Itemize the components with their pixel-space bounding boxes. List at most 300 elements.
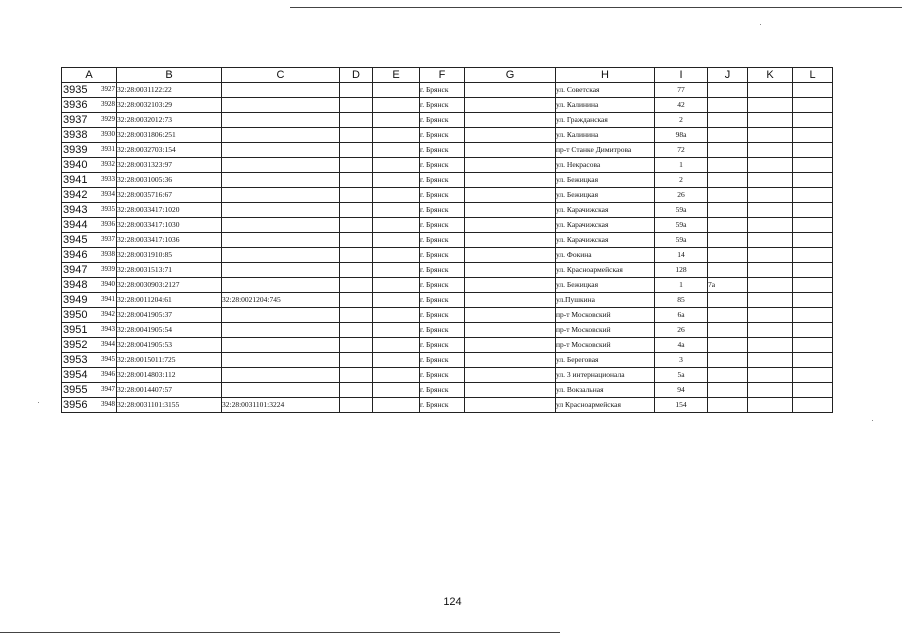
cadastral-number-cell[interactable]: 32:28:0032012:73 [117, 113, 222, 128]
building-cell[interactable] [708, 158, 748, 173]
cell-e[interactable] [373, 308, 420, 323]
street-cell[interactable]: ул. Фокина [556, 248, 655, 263]
cell-k[interactable] [748, 398, 793, 413]
house-number-cell[interactable]: 26 [655, 323, 708, 338]
cell-g[interactable] [465, 248, 556, 263]
row-number-cell[interactable] [62, 353, 117, 368]
cell-e[interactable] [373, 398, 420, 413]
cell-l[interactable] [793, 278, 833, 293]
street-cell[interactable]: ул. Бежицкая [556, 188, 655, 203]
cell-e[interactable] [373, 278, 420, 293]
cell-e[interactable] [373, 323, 420, 338]
cell-k[interactable] [748, 278, 793, 293]
cell-e[interactable] [373, 128, 420, 143]
row-number: 3952 [63, 339, 88, 351]
column-header-c[interactable]: C [222, 68, 340, 83]
cell-d[interactable] [340, 233, 373, 248]
street-cell[interactable]: пр-т Станке Димитрова [556, 143, 655, 158]
building-cell[interactable] [708, 98, 748, 113]
record-number: 3935 [101, 205, 115, 213]
cell-l[interactable] [793, 263, 833, 278]
building-cell[interactable] [708, 323, 748, 338]
cell-d[interactable] [340, 263, 373, 278]
cadastral-number-cell[interactable]: 32:28:0015011:725 [117, 353, 222, 368]
cell-e[interactable] [373, 248, 420, 263]
column-header-h[interactable]: H [556, 68, 655, 83]
street-cell[interactable]: ул. Береговая [556, 353, 655, 368]
second-cadastral-number-cell[interactable] [222, 338, 340, 353]
cell-l[interactable] [793, 128, 833, 143]
cell-g[interactable] [465, 308, 556, 323]
row-number-cell[interactable] [62, 248, 117, 263]
cell-g[interactable] [465, 293, 556, 308]
cell-l[interactable] [793, 323, 833, 338]
row-number-cell[interactable] [62, 173, 117, 188]
building-cell[interactable] [708, 353, 748, 368]
cell-k[interactable] [748, 323, 793, 338]
cell-k[interactable] [748, 218, 793, 233]
cadastral-number-cell[interactable]: 32:28:0033417:1036 [117, 233, 222, 248]
house-number-cell[interactable]: 59а [655, 233, 708, 248]
table-row [62, 233, 833, 248]
cell-g[interactable] [465, 383, 556, 398]
cadastral-number-cell[interactable]: 32:28:0033417:1030 [117, 218, 222, 233]
street-cell[interactable]: ул. Некрасова [556, 158, 655, 173]
cell-d[interactable] [340, 293, 373, 308]
cell-k[interactable] [748, 263, 793, 278]
city-cell[interactable]: г. Брянск [420, 338, 465, 353]
cell-g[interactable] [465, 323, 556, 338]
row-number-cell[interactable] [62, 113, 117, 128]
second-cadastral-number-cell[interactable] [222, 263, 340, 278]
street-cell[interactable]: ул. Красноармейская [556, 263, 655, 278]
table-row [62, 293, 833, 308]
street-cell[interactable]: ул. Бежицкая [556, 278, 655, 293]
cadastral-number-cell[interactable]: 32:28:0011204:61 [117, 293, 222, 308]
row-number-cell[interactable] [62, 188, 117, 203]
street-cell[interactable]: ул. Калинина [556, 128, 655, 143]
house-number-cell[interactable]: 59а [655, 203, 708, 218]
street-cell[interactable]: ул. Вокзальная [556, 383, 655, 398]
house-number-cell[interactable]: 128 [655, 263, 708, 278]
house-number-cell[interactable]: 98а [655, 128, 708, 143]
row-number-cell[interactable] [62, 368, 117, 383]
cell-k[interactable] [748, 293, 793, 308]
cell-l[interactable] [793, 218, 833, 233]
city-cell[interactable]: г. Брянск [420, 353, 465, 368]
street-cell[interactable]: ул. Карачижская [556, 218, 655, 233]
building-cell[interactable] [708, 83, 748, 98]
row-number-cell[interactable] [62, 83, 117, 98]
row-number-cell[interactable] [62, 218, 117, 233]
second-cadastral-number-cell[interactable] [222, 173, 340, 188]
cadastral-number-cell[interactable]: 32:28:0031101:3155 [117, 398, 222, 413]
record-number: 3938 [101, 250, 115, 258]
house-number-cell[interactable]: 42 [655, 98, 708, 113]
row-number-cell[interactable] [62, 308, 117, 323]
cell-d[interactable] [340, 353, 373, 368]
row-number: 3942 [63, 189, 88, 201]
street-cell[interactable]: ул. Бежицкая [556, 173, 655, 188]
building-cell[interactable] [708, 263, 748, 278]
city-cell[interactable]: г. Брянск [420, 248, 465, 263]
cell-k[interactable] [748, 248, 793, 263]
cell-g[interactable] [465, 128, 556, 143]
row-number-cell[interactable] [62, 203, 117, 218]
city-cell[interactable]: г. Брянск [420, 368, 465, 383]
city-cell[interactable]: г. Брянск [420, 158, 465, 173]
row-number-cell[interactable] [62, 338, 117, 353]
house-number-cell[interactable]: 59а [655, 218, 708, 233]
building-cell[interactable] [708, 368, 748, 383]
cell-g[interactable] [465, 263, 556, 278]
cell-g[interactable] [465, 98, 556, 113]
cell-d[interactable] [340, 308, 373, 323]
city-cell[interactable]: г. Брянск [420, 233, 465, 248]
second-cadastral-number-cell[interactable] [222, 218, 340, 233]
cell-l[interactable] [793, 203, 833, 218]
building-cell[interactable] [708, 143, 748, 158]
city-cell[interactable]: г. Брянск [420, 128, 465, 143]
cell-d[interactable] [340, 203, 373, 218]
street-cell[interactable]: пр-т Московский [556, 338, 655, 353]
city-cell[interactable]: г. Брянск [420, 278, 465, 293]
building-cell[interactable] [708, 248, 748, 263]
building-cell[interactable] [708, 188, 748, 203]
second-cadastral-number-cell[interactable] [222, 368, 340, 383]
house-number-cell[interactable]: 1 [655, 158, 708, 173]
table-row [62, 248, 833, 263]
cell-e[interactable] [373, 368, 420, 383]
cell-e[interactable] [373, 263, 420, 278]
cell-k[interactable] [748, 83, 793, 98]
cell-k[interactable] [748, 113, 793, 128]
cadastral-number-cell[interactable]: 32:28:0031513:71 [117, 263, 222, 278]
city-cell[interactable]: г. Брянск [420, 383, 465, 398]
street-cell[interactable]: пр-т Московский [556, 308, 655, 323]
row-number-cell[interactable] [62, 278, 117, 293]
building-cell[interactable] [708, 398, 748, 413]
cell-e[interactable] [373, 218, 420, 233]
city-cell[interactable]: г. Брянск [420, 113, 465, 128]
record-number: 3943 [101, 325, 115, 333]
cell-d[interactable] [340, 398, 373, 413]
cell-k[interactable] [748, 98, 793, 113]
cell-l[interactable] [793, 188, 833, 203]
cell-d[interactable] [340, 338, 373, 353]
house-number-cell[interactable]: 6а [655, 308, 708, 323]
second-cadastral-number-cell[interactable] [222, 128, 340, 143]
cell-g[interactable] [465, 113, 556, 128]
city-cell[interactable]: г. Брянск [420, 173, 465, 188]
row-number: 3954 [63, 369, 88, 381]
row-number-cell[interactable] [62, 98, 117, 113]
table-row [62, 338, 833, 353]
house-number-cell[interactable]: 26 [655, 188, 708, 203]
column-header-d[interactable]: D [340, 68, 373, 83]
record-number: 3929 [101, 115, 115, 123]
cell-l[interactable] [793, 143, 833, 158]
column-header-g[interactable]: G [465, 68, 556, 83]
cell-e[interactable] [373, 158, 420, 173]
cell-g[interactable] [465, 233, 556, 248]
second-cadastral-number-cell[interactable]: 32:28:0031101:3224 [222, 398, 340, 413]
house-number-cell[interactable]: 1 [655, 278, 708, 293]
house-number-cell[interactable]: 72 [655, 143, 708, 158]
cell-g[interactable] [465, 398, 556, 413]
page-number: 124 [443, 596, 462, 608]
cell-e[interactable] [373, 383, 420, 398]
cell-d[interactable] [340, 383, 373, 398]
street-cell[interactable]: ул. Гражданская [556, 113, 655, 128]
record-number: 3930 [101, 130, 115, 138]
cell-e[interactable] [373, 173, 420, 188]
cadastral-number-cell[interactable]: 32:28:0014407:57 [117, 383, 222, 398]
cell-d[interactable] [340, 323, 373, 338]
cell-k[interactable] [748, 188, 793, 203]
cell-g[interactable] [465, 143, 556, 158]
cell-g[interactable] [465, 173, 556, 188]
city-cell[interactable]: г. Брянск [420, 188, 465, 203]
column-header-j[interactable]: J [708, 68, 748, 83]
record-number: 3932 [101, 160, 115, 168]
city-cell[interactable]: г. Брянск [420, 398, 465, 413]
cell-k[interactable] [748, 338, 793, 353]
cell-e[interactable] [373, 188, 420, 203]
cell-l[interactable] [793, 98, 833, 113]
cell-d[interactable] [340, 278, 373, 293]
building-cell[interactable] [708, 308, 748, 323]
row-number-cell[interactable] [62, 293, 117, 308]
cell-g[interactable] [465, 83, 556, 98]
cell-e[interactable] [373, 113, 420, 128]
row-number-cell[interactable] [62, 383, 117, 398]
column-header-l[interactable]: L [793, 68, 833, 83]
spreadsheet-table [61, 67, 833, 413]
column-header-e[interactable]: E [373, 68, 420, 83]
record-number: 3946 [101, 370, 115, 378]
second-cadastral-number-cell[interactable] [222, 233, 340, 248]
city-cell[interactable]: г. Брянск [420, 323, 465, 338]
second-cadastral-number-cell[interactable] [222, 323, 340, 338]
record-number: 3942 [101, 310, 115, 318]
row-number: 3937 [63, 114, 88, 126]
cell-l[interactable] [793, 308, 833, 323]
cell-l[interactable] [793, 368, 833, 383]
column-header-k[interactable]: K [748, 68, 793, 83]
cell-k[interactable] [748, 353, 793, 368]
second-cadastral-number-cell[interactable]: 32:28:0021204:745 [222, 293, 340, 308]
city-cell[interactable]: г. Брянск [420, 308, 465, 323]
building-cell[interactable]: 7а [708, 278, 748, 293]
cadastral-number-cell[interactable]: 32:28:0041905:37 [117, 308, 222, 323]
cell-g[interactable] [465, 203, 556, 218]
cadastral-number-cell[interactable]: 32:28:0031122:22 [117, 83, 222, 98]
second-cadastral-number-cell[interactable] [222, 203, 340, 218]
cadastral-number-cell[interactable]: 32:28:0041905:53 [117, 338, 222, 353]
row-number-cell[interactable] [62, 263, 117, 278]
cell-e[interactable] [373, 353, 420, 368]
cadastral-number-cell[interactable]: 32:28:0031806:251 [117, 128, 222, 143]
column-header-i[interactable]: I [655, 68, 708, 83]
cadastral-number-cell[interactable]: 32:28:0031005:36 [117, 173, 222, 188]
cadastral-number-cell[interactable]: 32:28:0031910:85 [117, 248, 222, 263]
cell-e[interactable] [373, 338, 420, 353]
cell-k[interactable] [748, 233, 793, 248]
cell-k[interactable] [748, 308, 793, 323]
column-header-f[interactable]: F [420, 68, 465, 83]
cell-e[interactable] [373, 83, 420, 98]
cadastral-number-cell[interactable]: 32:28:0035716:67 [117, 188, 222, 203]
second-cadastral-number-cell[interactable] [222, 278, 340, 293]
row-number: 3949 [63, 294, 88, 306]
cell-d[interactable] [340, 143, 373, 158]
second-cadastral-number-cell[interactable] [222, 98, 340, 113]
building-cell[interactable] [708, 173, 748, 188]
city-cell[interactable]: г. Брянск [420, 263, 465, 278]
row-number-cell[interactable] [62, 143, 117, 158]
house-number-cell[interactable]: 2 [655, 113, 708, 128]
cell-l[interactable] [793, 383, 833, 398]
cell-g[interactable] [465, 188, 556, 203]
street-cell[interactable]: ул. Карачижская [556, 233, 655, 248]
cell-l[interactable] [793, 248, 833, 263]
cell-d[interactable] [340, 128, 373, 143]
cell-k[interactable] [748, 173, 793, 188]
cadastral-number-cell[interactable]: 32:28:0041905:54 [117, 323, 222, 338]
house-number-cell[interactable]: 4а [655, 338, 708, 353]
second-cadastral-number-cell[interactable] [222, 353, 340, 368]
house-number-cell[interactable]: 154 [655, 398, 708, 413]
cell-l[interactable] [793, 338, 833, 353]
cell-k[interactable] [748, 158, 793, 173]
cell-g[interactable] [465, 278, 556, 293]
building-cell[interactable] [708, 203, 748, 218]
second-cadastral-number-cell[interactable] [222, 158, 340, 173]
record-number: 3947 [101, 385, 115, 393]
cell-e[interactable] [373, 98, 420, 113]
house-number-cell[interactable]: 5а [655, 368, 708, 383]
cell-e[interactable] [373, 143, 420, 158]
street-cell[interactable]: ул. Советская [556, 83, 655, 98]
cell-l[interactable] [793, 233, 833, 248]
cell-d[interactable] [340, 113, 373, 128]
house-number-cell[interactable]: 14 [655, 248, 708, 263]
cell-g[interactable] [465, 368, 556, 383]
second-cadastral-number-cell[interactable] [222, 188, 340, 203]
street-cell[interactable]: ул. Калинина [556, 98, 655, 113]
cell-d[interactable] [340, 83, 373, 98]
cell-l[interactable] [793, 398, 833, 413]
street-cell[interactable]: ул. Карачижская [556, 203, 655, 218]
table-row [62, 218, 833, 233]
cell-l[interactable] [793, 158, 833, 173]
row-number-cell[interactable] [62, 398, 117, 413]
row-number-cell[interactable] [62, 233, 117, 248]
second-cadastral-number-cell[interactable] [222, 248, 340, 263]
row-number-cell[interactable] [62, 158, 117, 173]
cell-e[interactable] [373, 293, 420, 308]
city-cell[interactable]: г. Брянск [420, 203, 465, 218]
cell-k[interactable] [748, 203, 793, 218]
table-row [62, 353, 833, 368]
second-cadastral-number-cell[interactable] [222, 83, 340, 98]
city-cell[interactable]: г. Брянск [420, 83, 465, 98]
cell-d[interactable] [340, 368, 373, 383]
column-header-a[interactable]: A [62, 68, 117, 83]
cell-d[interactable] [340, 248, 373, 263]
cadastral-number-cell[interactable]: 32:28:0032103:29 [117, 98, 222, 113]
row-number-cell[interactable] [62, 323, 117, 338]
cell-g[interactable] [465, 158, 556, 173]
cadastral-number-cell[interactable]: 32:28:0014803:112 [117, 368, 222, 383]
street-cell[interactable]: ул. 3 интернационала [556, 368, 655, 383]
row-number: 3951 [63, 324, 88, 336]
second-cadastral-number-cell[interactable] [222, 383, 340, 398]
city-cell[interactable]: г. Брянск [420, 293, 465, 308]
building-cell[interactable] [708, 128, 748, 143]
cell-e[interactable] [373, 233, 420, 248]
cadastral-number-cell[interactable]: 32:28:0032703:154 [117, 143, 222, 158]
city-cell[interactable]: г. Брянск [420, 218, 465, 233]
cell-e[interactable] [373, 203, 420, 218]
city-cell[interactable]: г. Брянск [420, 98, 465, 113]
cell-l[interactable] [793, 293, 833, 308]
row-number-cell[interactable] [62, 128, 117, 143]
cell-l[interactable] [793, 83, 833, 98]
building-cell[interactable] [708, 233, 748, 248]
building-cell[interactable] [708, 113, 748, 128]
cell-d[interactable] [340, 218, 373, 233]
building-cell[interactable] [708, 338, 748, 353]
cadastral-number-cell[interactable]: 32:28:0030903:2127 [117, 278, 222, 293]
cell-k[interactable] [748, 383, 793, 398]
cell-k[interactable] [748, 143, 793, 158]
second-cadastral-number-cell[interactable] [222, 308, 340, 323]
cell-g[interactable] [465, 353, 556, 368]
house-number-cell[interactable]: 85 [655, 293, 708, 308]
house-number-cell[interactable]: 2 [655, 173, 708, 188]
record-number: 3944 [101, 340, 115, 348]
cell-d[interactable] [340, 173, 373, 188]
column-header-b[interactable]: B [117, 68, 222, 83]
building-cell[interactable] [708, 293, 748, 308]
street-cell[interactable]: ул.Пушкина [556, 293, 655, 308]
house-number-cell[interactable]: 3 [655, 353, 708, 368]
cell-g[interactable] [465, 218, 556, 233]
cell-k[interactable] [748, 128, 793, 143]
cell-g[interactable] [465, 338, 556, 353]
cell-d[interactable] [340, 98, 373, 113]
cell-l[interactable] [793, 113, 833, 128]
second-cadastral-number-cell[interactable] [222, 113, 340, 128]
cell-d[interactable] [340, 188, 373, 203]
street-cell[interactable]: ул Красноармейская [556, 398, 655, 413]
cell-d[interactable] [340, 158, 373, 173]
cell-l[interactable] [793, 173, 833, 188]
cadastral-number-cell[interactable]: 32:28:0033417:1020 [117, 203, 222, 218]
building-cell[interactable] [708, 218, 748, 233]
second-cadastral-number-cell[interactable] [222, 143, 340, 158]
cell-k[interactable] [748, 368, 793, 383]
street-cell[interactable]: пр-т Московский [556, 323, 655, 338]
house-number-cell[interactable]: 77 [655, 83, 708, 98]
cell-l[interactable] [793, 353, 833, 368]
house-number-cell[interactable]: 94 [655, 383, 708, 398]
cadastral-number-cell[interactable]: 32:28:0031323:97 [117, 158, 222, 173]
city-cell[interactable]: г. Брянск [420, 143, 465, 158]
building-cell[interactable] [708, 383, 748, 398]
